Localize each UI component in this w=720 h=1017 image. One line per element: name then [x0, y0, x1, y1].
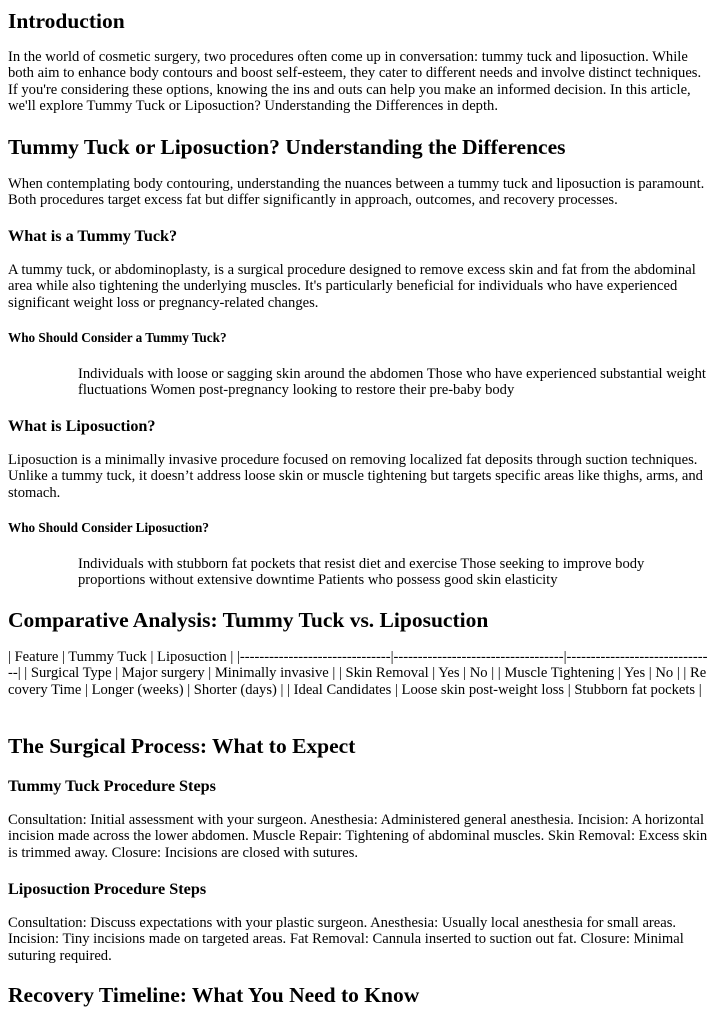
- tummy-tuck-steps-heading: Tummy Tuck Procedure Steps: [8, 777, 216, 795]
- surgical-process-heading: The Surgical Process: What to Expect: [8, 734, 356, 758]
- liposuction-steps-heading: Liposuction Procedure Steps: [8, 880, 207, 898]
- intro-heading: Introduction: [8, 9, 125, 33]
- tummy-tuck-steps-paragraph: Consultation: Initial assessment with your surgeon. Anesthesia: Administered general anesthesia. Incision: A horizontal incision made across the lower abdomen. Muscle Repair: Tightening of abdominal muscles. Skin Removal: Excess skin is trimmed away. Closure: Incisions are closed with sutures.: [8, 812, 708, 861]
- comparative-analysis-heading: Comparative Analysis: Tummy Tuck vs. Liposuction: [8, 608, 489, 632]
- comparison-table-text: | Feature | Tummy Tuck | Liposuction | |-------------------------------|-----------------------------------|-------------------------------| | Surgical Type | Major surgery | Minimally invasive | | Skin Removal | Yes | No | | Muscle Tightening | Yes | No | | Recovery Time | Longer (weeks) | Shorter (days) | | Ideal Candidates | Loose skin post-weight loss | Stubborn fat pockets |: [8, 649, 708, 698]
- tummy-tuck-candidates-heading: Who Should Consider a Tummy Tuck?: [8, 330, 227, 345]
- tummy-tuck-heading: What is a Tummy Tuck?: [8, 227, 178, 245]
- liposuction-heading: What is Liposuction?: [8, 417, 156, 435]
- differences-paragraph: When contemplating body contouring, understanding the nuances between a tummy tuck and liposuction is paramount. Both procedures target excess fat but differ significantly in approach, outcomes, and recovery processes.: [8, 176, 705, 209]
- recovery-timeline-heading: Recovery Timeline: What You Need to Know: [8, 983, 420, 1007]
- liposuction-candidates-list: Individuals with stubborn fat pockets that resist diet and exercise Those seeking to improve body proportions without extensive downtime Patients who possess good skin elasticity: [78, 556, 645, 589]
- tummy-tuck-paragraph: A tummy tuck, or abdominoplasty, is a surgical procedure designed to remove excess skin and fat from the abdominal area while also tightening the underlying muscles. It's particularly beneficial for individuals who have experienced significant weight loss or pregnancy-related changes.: [8, 262, 696, 311]
- liposuction-paragraph: Liposuction is a minimally invasive procedure focused on removing localized fat deposits through suction techniques. Unlike a tummy tuck, it doesn’t address loose skin or muscle tightening but targets specific areas like thighs, arms, and stomach.: [8, 452, 703, 501]
- liposuction-candidates-heading: Who Should Consider Liposuction?: [8, 520, 209, 535]
- intro-paragraph: In the world of cosmetic surgery, two procedures often come up in conversation: tummy tuck and liposuction. While both aim to enhance body contours and boost self-esteem, they cater to different needs and involve distinct techniques. If you're considering these options, knowing the ins and outs can help you make an informed decision. In this article, we'll explore Tummy Tuck or Liposuction? Understanding the Differences in depth.: [8, 49, 702, 115]
- tummy-tuck-candidates-list: Individuals with loose or sagging skin around the abdomen Those who have experienced substantial weight fluctuations Women post-pregnancy looking to restore their pre-baby body: [78, 366, 706, 399]
- differences-heading: Tummy Tuck or Liposuction? Understanding the Differences: [8, 135, 566, 159]
- liposuction-steps-paragraph: Consultation: Discuss expectations with your plastic surgeon. Anesthesia: Usually local anesthesia for small areas. Incision: Tiny incisions made on targeted areas. Fat Removal: Cannula inserted to suction out fat. Closure: Minimal suturing required.: [8, 915, 684, 964]
